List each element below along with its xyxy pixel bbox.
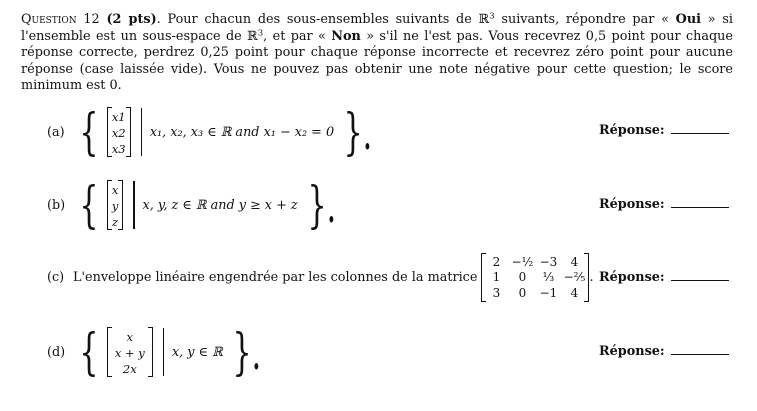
intro-text-5: » s'il ne l'est pas. Vous recevrez 0,5 point pour chaque réponse correcte, perdrez 0,25 point pour chaque réponse incorrecte et recevrez zéro point pour aucune réponse (case laissée vide). Vous ne pouvez pas obtenir une note négative pour cette question; le score minimum est 0. xyxy=(21,28,733,93)
part-d-response[interactable] xyxy=(599,344,729,359)
part-b-condition: x, y, z ∈ ℝ and y ≥ x + z xyxy=(142,197,298,213)
intro-text-1: . Pour chacun des sous-ensembles suivants de xyxy=(156,12,479,27)
open-brace: { xyxy=(79,323,99,381)
non-word: Non xyxy=(331,28,361,44)
vector-entry: x + y xyxy=(114,346,145,360)
question-points: (2 pts) xyxy=(106,12,157,27)
response-blank[interactable] xyxy=(671,207,729,208)
question-intro xyxy=(21,12,733,95)
matrix-entry: 0 xyxy=(518,270,527,285)
response-label: Réponse: xyxy=(599,270,665,285)
matrix-entry: −⅖ xyxy=(563,270,586,285)
intro-text-4: , et par « xyxy=(263,28,332,44)
open-brace: { xyxy=(79,176,99,234)
response-blank[interactable] xyxy=(671,280,729,281)
vector-entry: y xyxy=(111,199,119,213)
such-that-bar xyxy=(141,108,142,156)
response-label: Réponse: xyxy=(599,197,665,212)
part-d-vector xyxy=(107,327,153,377)
response-blank[interactable] xyxy=(671,133,729,134)
intro-text-3: » si l'ensemble est un sous-espace de xyxy=(21,12,733,44)
r3-symbol: ℝ xyxy=(247,28,258,44)
coefficient-matrix xyxy=(481,253,589,302)
matrix-entry: ⅓ xyxy=(542,270,555,285)
part-a-response[interactable] xyxy=(599,123,729,138)
part-b-response[interactable] xyxy=(599,197,729,212)
matrix-entry: 2 xyxy=(492,254,501,269)
response-label: Réponse: xyxy=(599,123,665,138)
part-b-label: (b) xyxy=(47,197,66,213)
matrix-entry: −1 xyxy=(539,285,558,300)
open-brace: { xyxy=(79,103,99,161)
part-c-text: L'enveloppe linéaire engendrée par les colonnes de la matrice xyxy=(73,269,478,285)
close-brace: }. xyxy=(307,176,336,234)
part-a xyxy=(47,103,382,161)
vector-entry: x2 xyxy=(111,126,126,140)
part-b-vector xyxy=(107,180,124,230)
vector-entry: z xyxy=(112,215,119,229)
matrix-entry: 4 xyxy=(570,285,579,300)
vector-entry: x xyxy=(111,183,119,197)
intro-text-2: suivants, répondre par « xyxy=(494,12,676,27)
matrix-entry: 0 xyxy=(518,285,527,300)
matrix-entry: −½ xyxy=(511,254,534,269)
part-d-label: (d) xyxy=(47,344,66,360)
r3-symbol: ℝ xyxy=(478,12,490,27)
matrix-entry: −3 xyxy=(539,254,558,269)
part-c-end: . xyxy=(589,269,594,285)
part-b xyxy=(47,176,345,234)
matrix-entry: 1 xyxy=(492,270,501,285)
vector-entry: x1 xyxy=(111,110,126,124)
question-heading: Question 12 xyxy=(21,12,100,27)
exponent: 3 xyxy=(257,28,264,38)
part-d-condition: x, y ∈ ℝ xyxy=(171,344,223,360)
part-c xyxy=(47,253,594,302)
vector-entry: x3 xyxy=(111,142,126,156)
vector-entry: 2x xyxy=(122,362,137,376)
matrix-entry: 3 xyxy=(492,285,501,300)
response-label: Réponse: xyxy=(599,344,665,359)
matrix-entry: 4 xyxy=(570,254,579,269)
exponent: 3 xyxy=(489,11,495,22)
part-a-vector xyxy=(107,107,131,157)
such-that-bar xyxy=(133,181,134,229)
part-c-response[interactable] xyxy=(599,270,729,285)
close-brace: }. xyxy=(343,103,373,161)
part-d xyxy=(47,323,270,381)
part-a-condition: x₁, x₂, x₃ ∈ ℝ and x₁ − x₂ = 0 xyxy=(149,124,335,140)
oui-word: Oui xyxy=(675,12,701,27)
vector-entry: x xyxy=(126,330,134,344)
close-brace: }. xyxy=(232,323,261,381)
such-that-bar xyxy=(163,328,164,376)
part-c-label: (c) xyxy=(47,269,65,285)
part-a-label: (a) xyxy=(47,124,65,140)
response-blank[interactable] xyxy=(671,354,729,355)
